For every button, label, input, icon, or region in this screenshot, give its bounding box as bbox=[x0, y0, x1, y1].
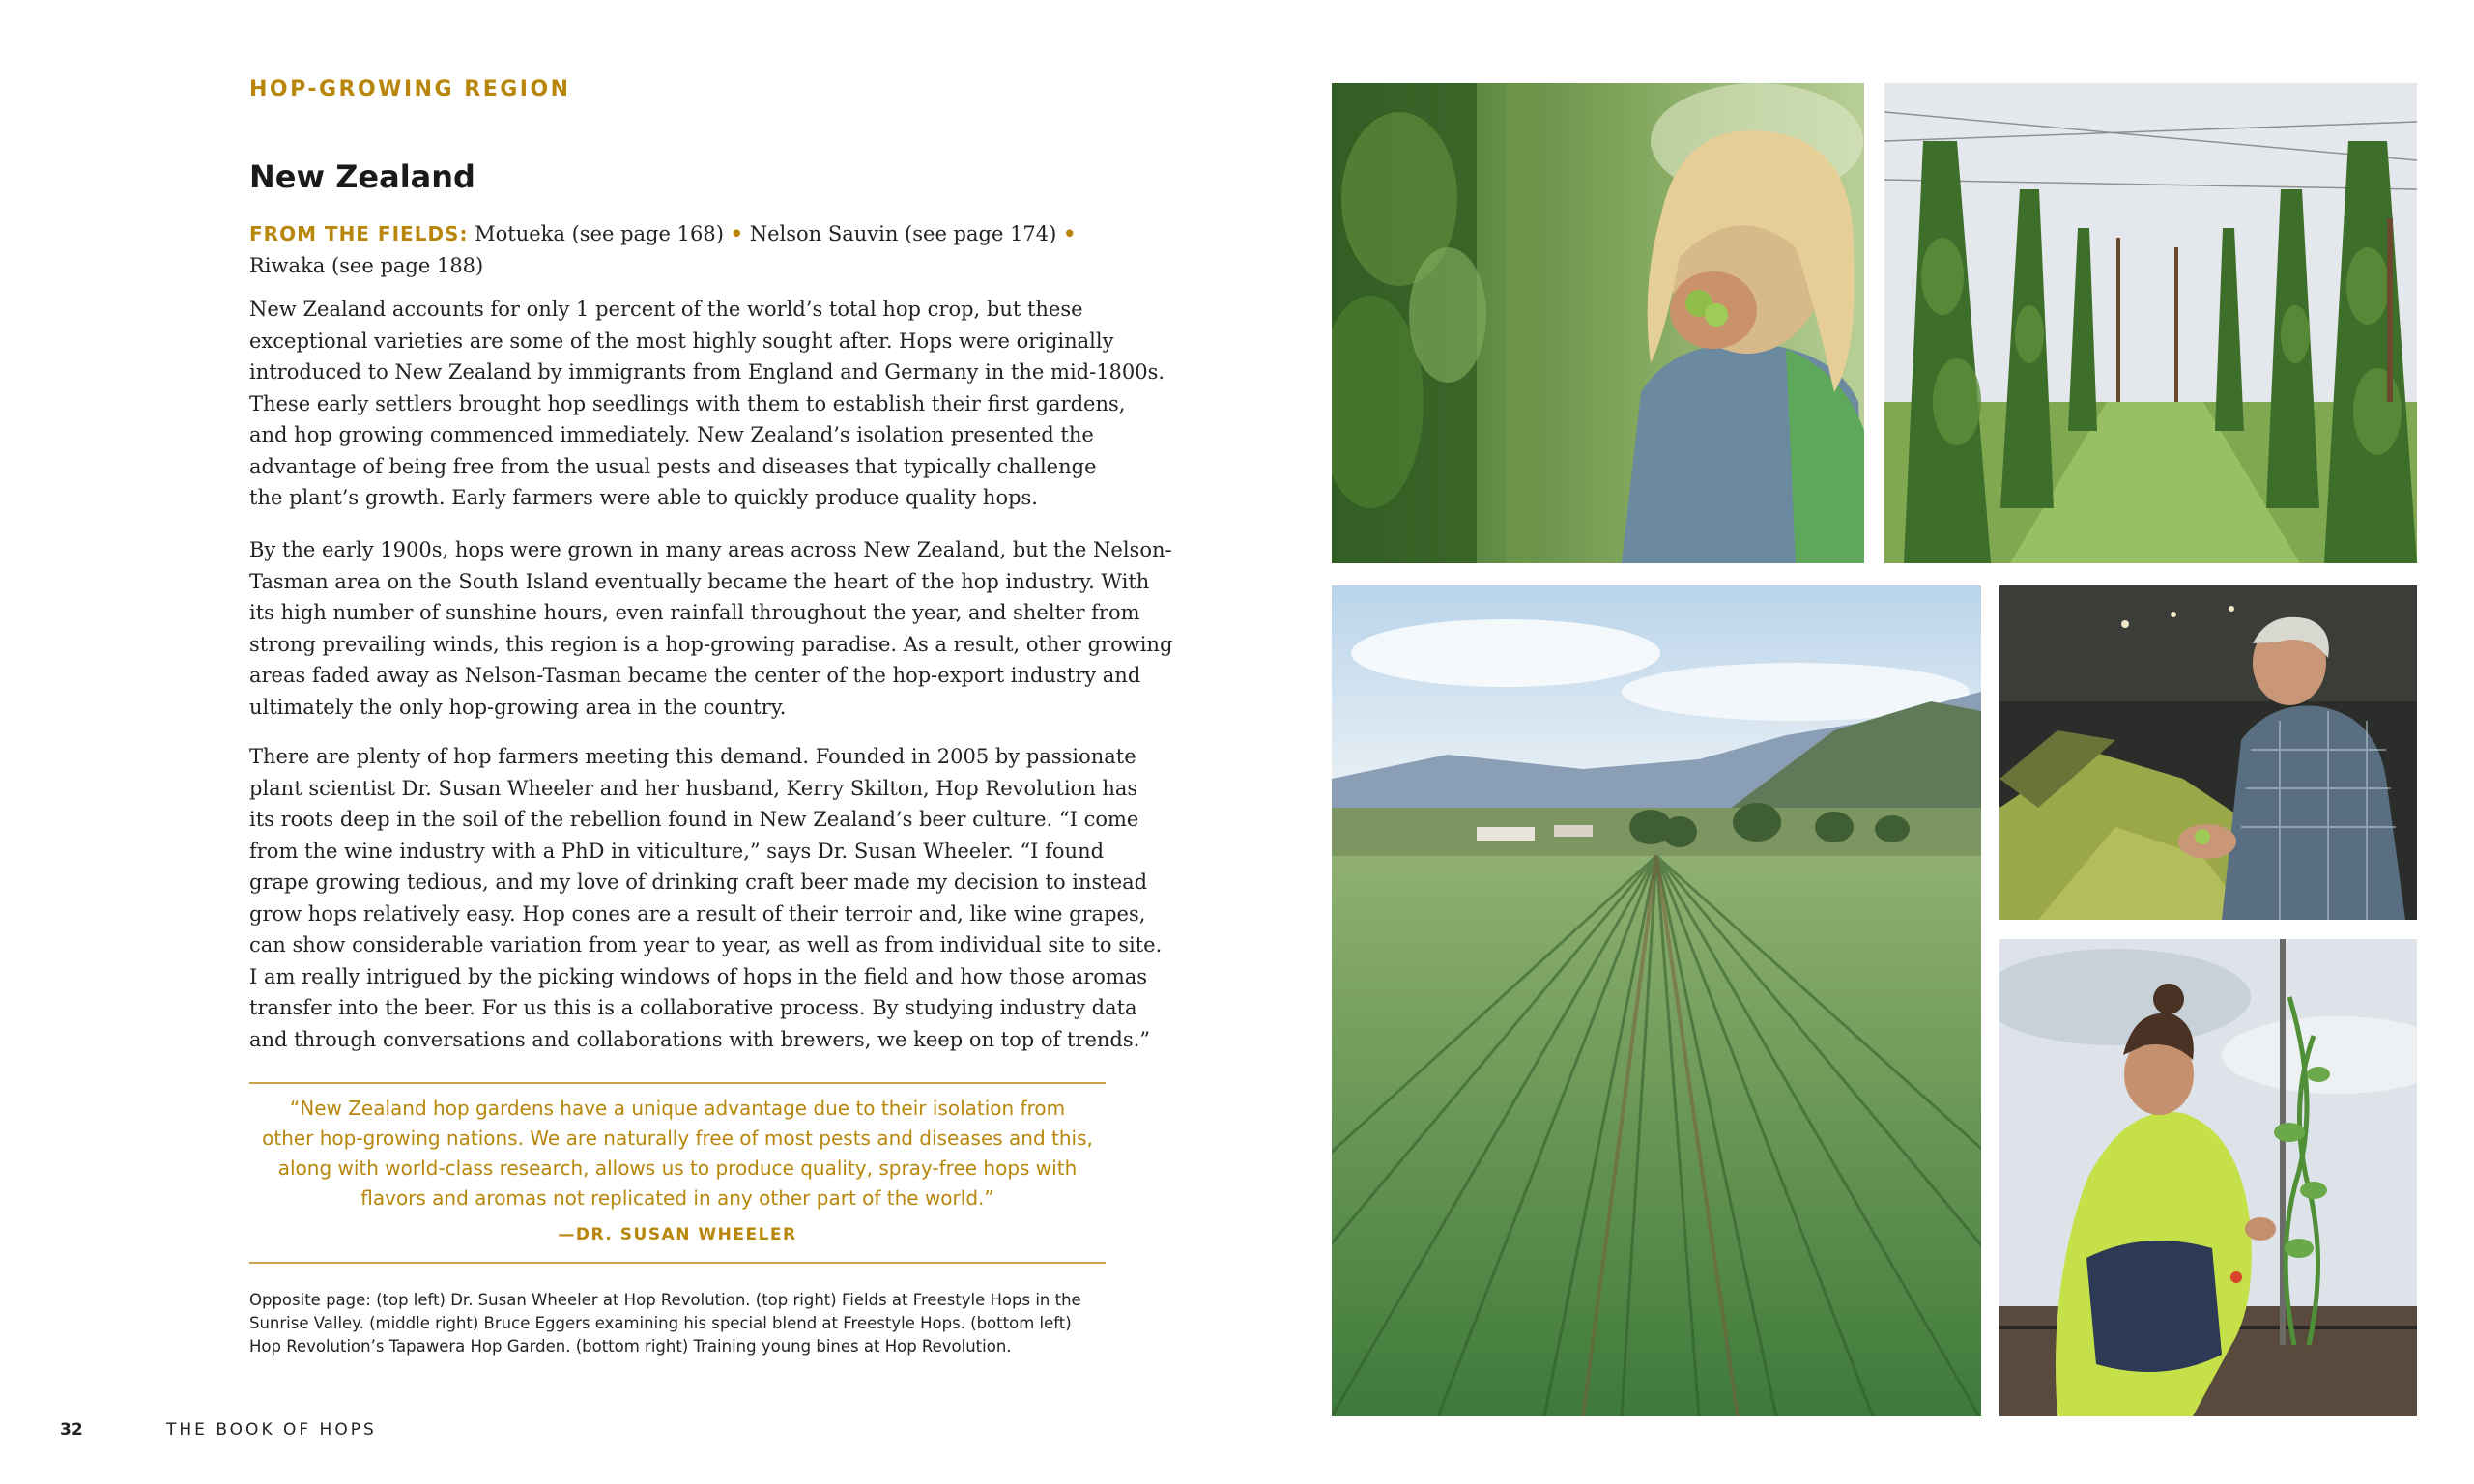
photo-training-young-bines bbox=[1999, 939, 2417, 1416]
separator-dot: • bbox=[730, 221, 744, 245]
text-line: introduced to New Zealand by immigrants from England and Germany in the mid-1800s. bbox=[249, 360, 1165, 384]
pull-quote bbox=[249, 1094, 1106, 1213]
text-line: There are plenty of hop farmers meeting this demand. Founded in 2005 by passionate bbox=[249, 745, 1136, 768]
text-line: I am really intrigued by the picking windows of hops in the field and how those aromas bbox=[249, 964, 1148, 988]
variety-link-motueka[interactable]: Motueka (see page 168) bbox=[475, 222, 724, 245]
photo-freestyle-hops-fields bbox=[1884, 83, 2417, 563]
text-line: areas faded away as Nelson-Tasman became the center of the hop-export industry and bbox=[249, 664, 1141, 687]
text-line: from the wine industry with a PhD in viticulture,” says Dr. Susan Wheeler. “I found bbox=[249, 839, 1105, 863]
pull-quote-top-rule bbox=[249, 1082, 1106, 1084]
text-line: plant scientist Dr. Susan Wheeler and her husband, Kerry Skilton, Hop Revolution has bbox=[249, 776, 1138, 800]
from-the-fields bbox=[249, 218, 1119, 281]
text-line: transfer into the beer. For us this is a collaborative process. By studying industry data bbox=[249, 996, 1137, 1019]
text-line: can show considerable variation from year to year, as well as from individual site to site. bbox=[249, 933, 1163, 956]
photo-bruce-eggers bbox=[1999, 585, 2417, 920]
from-fields-label: FROM THE FIELDS: bbox=[249, 222, 469, 245]
photo-susan-wheeler bbox=[1332, 83, 1864, 563]
text-line: New Zealand accounts for only 1 percent of the world’s total hop crop, but these bbox=[249, 298, 1083, 321]
quote-attribution: —DR. SUSAN WHEELER bbox=[558, 1225, 797, 1244]
text-line: These early settlers brought hop seedlings with them to establish their first gardens, bbox=[249, 391, 1126, 415]
body-paragraph-2 bbox=[249, 534, 1216, 723]
text-line: and hop growing commenced immediately. New Zealand’s isolation presented the bbox=[249, 423, 1094, 446]
quote-line: flavors and aromas not replicated in any other part of the world.” bbox=[360, 1186, 994, 1210]
text-line: By the early 1900s, hops were grown in many areas across New Zealand, but the Nelson- bbox=[249, 538, 1172, 561]
text-line: the plant’s growth. Early farmers were able to quickly produce quality hops. bbox=[249, 486, 1038, 509]
text-line: its high number of sunshine hours, even rainfall throughout the year, and shelter from bbox=[249, 601, 1140, 624]
text-line: grow hops relatively easy. Hop cones are a result of their terroir and, like wine grapes, bbox=[249, 901, 1146, 926]
text-line: strong prevailing winds, this region is a hop-growing paradise. As a result, other growing bbox=[249, 632, 1173, 656]
body-paragraph-3 bbox=[249, 741, 1216, 1055]
quote-line: other hop-growing nations. We are naturally free of most pests and diseases and this, bbox=[262, 1127, 1093, 1150]
text-line: advantage of being free from the usual pests and diseases that typically challenge bbox=[249, 454, 1097, 478]
photo-tapawera-hop-garden bbox=[1332, 585, 1981, 1416]
variety-link-nelson-sauvin[interactable]: Nelson Sauvin (see page 174) bbox=[749, 222, 1057, 245]
body-paragraph-1 bbox=[249, 294, 1216, 514]
section-kicker: HOP-GROWING REGION bbox=[249, 77, 571, 101]
pull-quote-bottom-rule bbox=[249, 1262, 1106, 1264]
text-line: ultimately the only hop-growing area in the country. bbox=[249, 695, 787, 719]
caption-line: Sunrise Valley. (middle right) Bruce Eggers examining his special blend at Freestyle Hops. (bottom left) bbox=[249, 1314, 1072, 1332]
text-line: grape growing tedious, and my love of drinking craft beer made my decision to instead bbox=[249, 870, 1148, 894]
text-line: exceptional varieties are some of the most highly sought after. Hops were originally bbox=[249, 328, 1114, 353]
quote-line: along with world-class research, allows us to produce quality, spray-free hops with bbox=[277, 1156, 1078, 1180]
caption-line: Hop Revolution’s Tapawera Hop Garden. (bottom right) Training young bines at Hop Revolution. bbox=[249, 1337, 1012, 1356]
separator-dot: • bbox=[1063, 221, 1077, 245]
quote-line: “New Zealand hop gardens have a unique advantage due to their isolation from bbox=[289, 1097, 1066, 1120]
running-footer-title: THE BOOK OF HOPS bbox=[166, 1420, 377, 1440]
variety-link-riwaka[interactable]: Riwaka (see page 188) bbox=[249, 253, 484, 277]
page-number: 32 bbox=[60, 1420, 83, 1440]
text-line: Tasman area on the South Island eventually became the heart of the hop industry. With bbox=[249, 569, 1150, 593]
text-line: and through conversations and collaborations with brewers, we keep on top of trends.” bbox=[249, 1027, 1151, 1051]
caption-line: Opposite page: (top left) Dr. Susan Wheeler at Hop Revolution. (top right) Fields at Freestyle Hops in the bbox=[249, 1291, 1081, 1309]
text-line: its roots deep in the soil of the rebellion found in New Zealand’s beer culture. “I come bbox=[249, 808, 1139, 831]
page-title: New Zealand bbox=[249, 158, 475, 195]
photo-caption bbox=[249, 1289, 1119, 1358]
